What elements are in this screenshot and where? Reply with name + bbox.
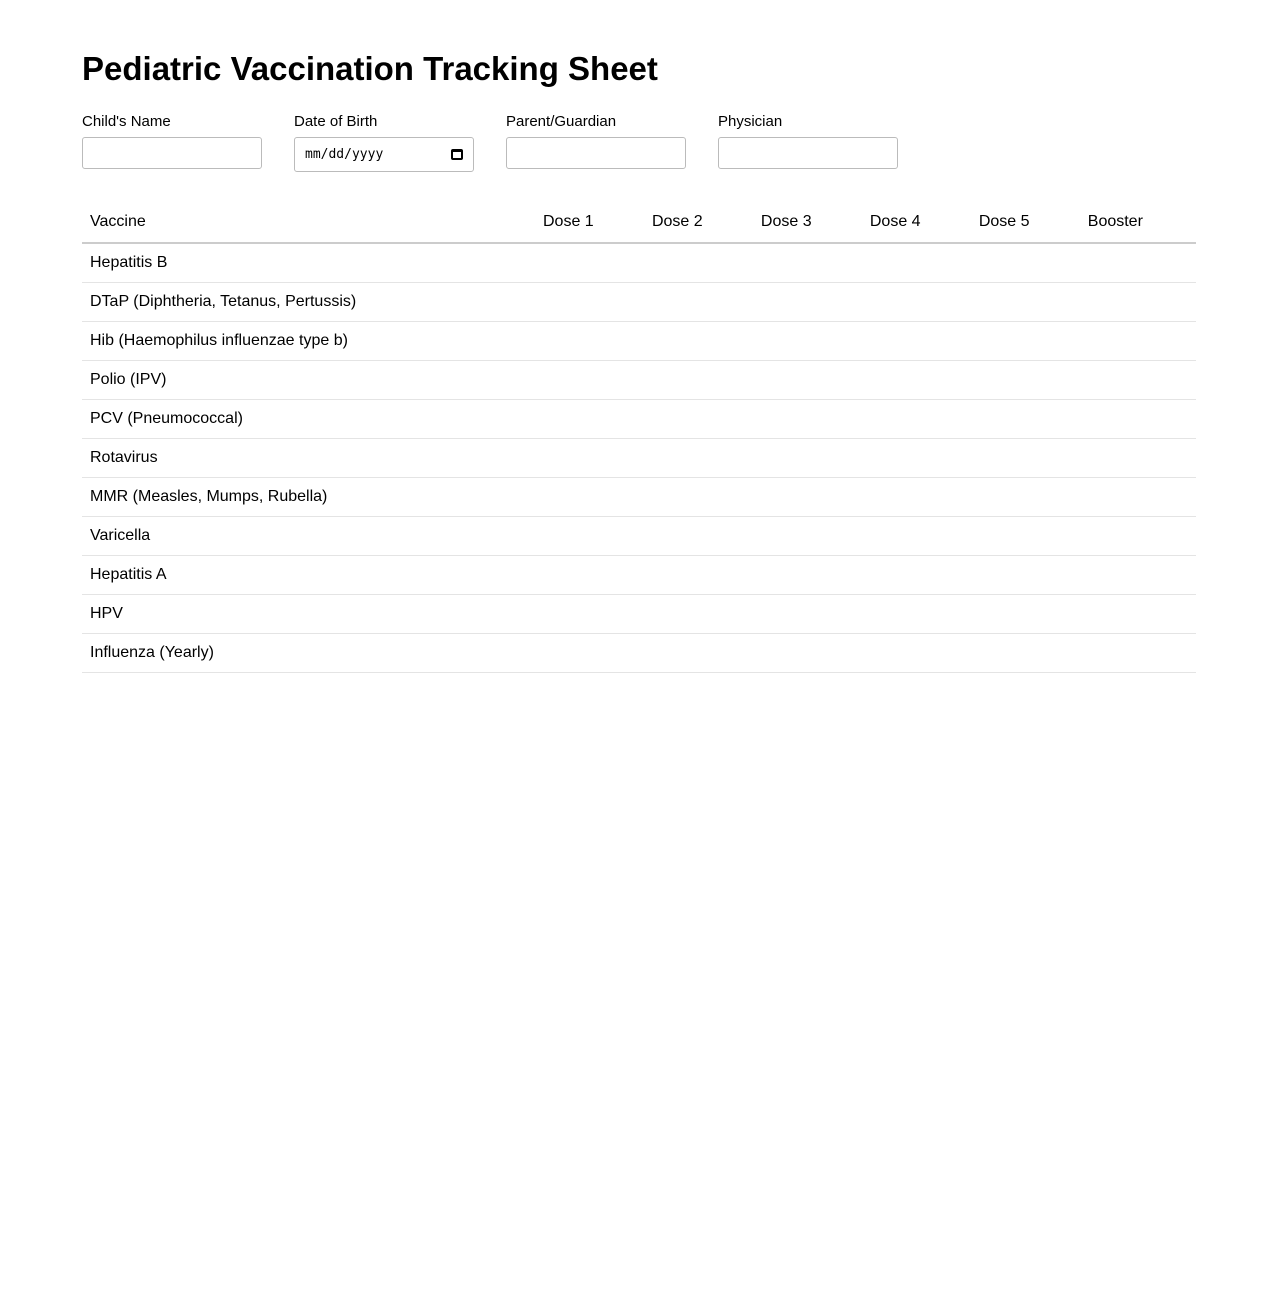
dose-cell[interactable] <box>644 361 753 400</box>
info-fields <box>82 113 898 172</box>
dose-cell[interactable] <box>644 243 753 283</box>
page-title: Pediatric Vaccination Tracking Sheet <box>82 50 658 87</box>
dose-cell[interactable] <box>753 283 862 322</box>
vaccine-name: Rotavirus <box>82 439 535 478</box>
dose-cell[interactable] <box>644 400 753 439</box>
dose-cell[interactable] <box>862 517 971 556</box>
dose-cell[interactable] <box>971 478 1080 517</box>
parent-guardian-input[interactable] <box>506 137 686 169</box>
dose-cell[interactable] <box>644 478 753 517</box>
dose-cell[interactable] <box>1080 361 1196 400</box>
dose-cell[interactable] <box>1080 478 1196 517</box>
dose-cell[interactable] <box>535 517 644 556</box>
table-row <box>82 478 1196 517</box>
childs-name-label: Child's Name <box>82 113 171 130</box>
dose-cell[interactable] <box>535 595 644 634</box>
physician-input[interactable] <box>718 137 898 169</box>
dose-cell[interactable] <box>753 243 862 283</box>
dose-cell[interactable] <box>1080 322 1196 361</box>
dose-cell[interactable] <box>971 400 1080 439</box>
dose-cell[interactable] <box>862 322 971 361</box>
dose-cell[interactable] <box>971 556 1080 595</box>
dose-cell[interactable] <box>1080 556 1196 595</box>
dose-cell[interactable] <box>971 283 1080 322</box>
dose-cell[interactable] <box>644 634 753 673</box>
dose-cell[interactable] <box>535 439 644 478</box>
vaccine-name: HPV <box>82 595 535 634</box>
column-header-booster: Booster <box>1080 202 1196 243</box>
table-row <box>82 322 1196 361</box>
dose-cell[interactable] <box>862 439 971 478</box>
vaccine-name: MMR (Measles, Mumps, Rubella) <box>82 478 535 517</box>
dose-cell[interactable] <box>971 439 1080 478</box>
dose-cell[interactable] <box>753 478 862 517</box>
dose-cell[interactable] <box>971 361 1080 400</box>
dose-cell[interactable] <box>862 595 971 634</box>
vaccine-name: Hepatitis B <box>82 243 535 283</box>
table-row <box>82 517 1196 556</box>
dose-cell[interactable] <box>753 595 862 634</box>
table-row <box>82 243 1196 283</box>
date-of-birth-input[interactable] <box>294 137 474 172</box>
date-of-birth-label: Date of Birth <box>294 113 378 130</box>
dose-cell[interactable] <box>971 634 1080 673</box>
childs-name-input[interactable] <box>82 137 262 169</box>
date-of-birth-placeholder: mm/dd/yyyy <box>305 147 384 162</box>
dose-cell[interactable] <box>1080 517 1196 556</box>
dose-cell[interactable] <box>535 478 644 517</box>
table-row <box>82 556 1196 595</box>
column-header-vaccine: Vaccine <box>82 202 535 243</box>
dose-cell[interactable] <box>1080 243 1196 283</box>
dose-cell[interactable] <box>753 439 862 478</box>
vaccine-name: Hepatitis A <box>82 556 535 595</box>
parent-guardian-field <box>506 113 686 172</box>
dose-cell[interactable] <box>1080 439 1196 478</box>
table-header-row <box>82 202 1196 243</box>
dose-cell[interactable] <box>535 243 644 283</box>
dose-cell[interactable] <box>1080 595 1196 634</box>
dose-cell[interactable] <box>1080 400 1196 439</box>
dose-cell[interactable] <box>753 556 862 595</box>
dose-cell[interactable] <box>862 283 971 322</box>
table-row <box>82 283 1196 322</box>
dose-cell[interactable] <box>644 517 753 556</box>
dose-cell[interactable] <box>862 400 971 439</box>
vaccine-name: Varicella <box>82 517 535 556</box>
table-row <box>82 595 1196 634</box>
dose-cell[interactable] <box>644 439 753 478</box>
dose-cell[interactable] <box>753 322 862 361</box>
dose-cell[interactable] <box>535 283 644 322</box>
dose-cell[interactable] <box>644 283 753 322</box>
dose-cell[interactable] <box>753 400 862 439</box>
dose-cell[interactable] <box>971 517 1080 556</box>
childs-name-field <box>82 113 262 172</box>
dose-cell[interactable] <box>535 556 644 595</box>
dose-cell[interactable] <box>535 322 644 361</box>
dose-cell[interactable] <box>535 361 644 400</box>
dose-cell[interactable] <box>644 322 753 361</box>
dose-cell[interactable] <box>971 243 1080 283</box>
dose-cell[interactable] <box>971 322 1080 361</box>
table-row <box>82 400 1196 439</box>
dose-cell[interactable] <box>535 634 644 673</box>
dose-cell[interactable] <box>1080 634 1196 673</box>
column-header-dose-5: Dose 5 <box>971 202 1080 243</box>
column-header-dose-2: Dose 2 <box>644 202 753 243</box>
dose-cell[interactable] <box>862 361 971 400</box>
dose-cell[interactable] <box>1080 283 1196 322</box>
dose-cell[interactable] <box>862 243 971 283</box>
parent-guardian-label: Parent/Guardian <box>506 113 617 130</box>
dose-cell[interactable] <box>644 595 753 634</box>
calendar-icon[interactable] <box>451 149 463 160</box>
physician-field <box>718 113 898 172</box>
date-of-birth-field <box>294 113 474 172</box>
vaccine-name: Influenza (Yearly) <box>82 634 535 673</box>
dose-cell[interactable] <box>753 361 862 400</box>
vaccination-table <box>82 202 1196 673</box>
table-row <box>82 439 1196 478</box>
vaccine-name: Hib (Haemophilus influenzae type b) <box>82 322 535 361</box>
dose-cell[interactable] <box>862 478 971 517</box>
dose-cell[interactable] <box>862 634 971 673</box>
vaccine-name: PCV (Pneumococcal) <box>82 400 535 439</box>
dose-cell[interactable] <box>535 400 644 439</box>
table-row <box>82 634 1196 673</box>
vaccine-name: DTaP (Diphtheria, Tetanus, Pertussis) <box>82 283 535 322</box>
physician-label: Physician <box>718 113 783 130</box>
dose-cell[interactable] <box>753 517 862 556</box>
dose-cell[interactable] <box>753 634 862 673</box>
table-row <box>82 361 1196 400</box>
column-header-dose-3: Dose 3 <box>753 202 862 243</box>
dose-cell[interactable] <box>862 556 971 595</box>
dose-cell[interactable] <box>971 595 1080 634</box>
vaccine-name: Polio (IPV) <box>82 361 535 400</box>
column-header-dose-4: Dose 4 <box>862 202 971 243</box>
dose-cell[interactable] <box>644 556 753 595</box>
column-header-dose-1: Dose 1 <box>535 202 644 243</box>
